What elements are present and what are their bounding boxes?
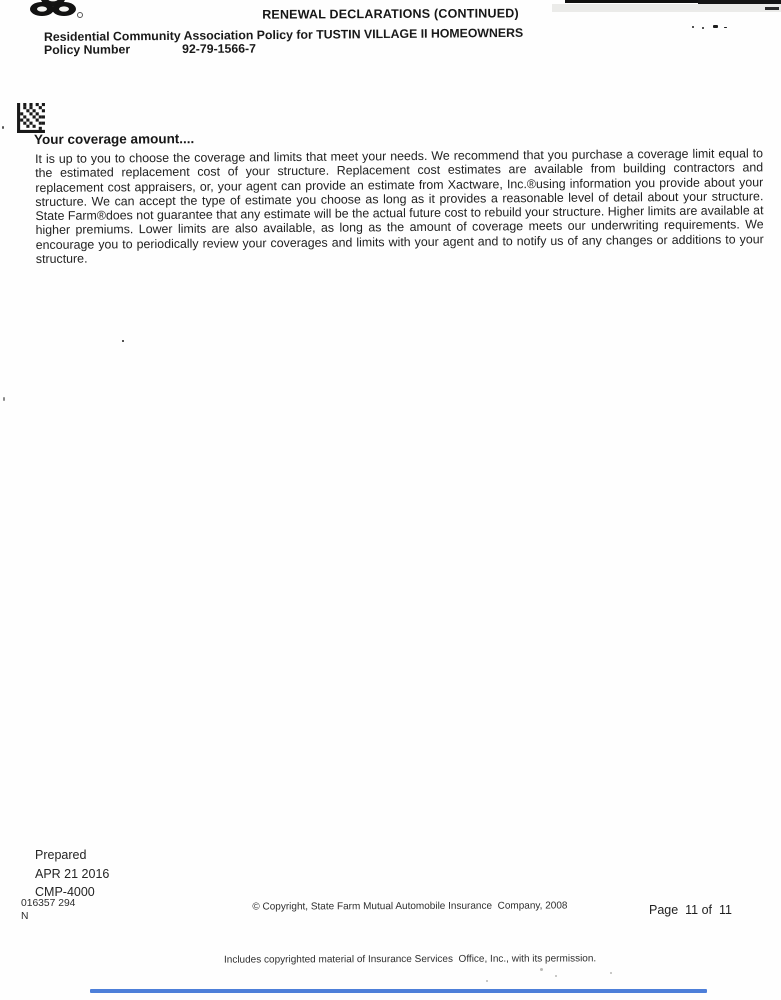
policy-number-value: 92-79-1566-7 xyxy=(182,41,256,57)
coverage-paragraph: It is up to you to choose the coverage and limits that meet your needs. We recommend that you purchase a coverage limit equal to the estimated replacement cost of your structure. Replacement cost estimates are available from building contractors and replacement cost appraisers, or, your agent can provide an estimate from Xactware, Inc.®using information you provide about your structure. We can accept the type of estimate you choose as long as it provides a reasonable level of detail about your structure. State Farm®does not guarantee that any estimate will be the actual future cost to rebuild your structure. Higher limits are available at higher premiums. Lower limits are also available, as long as the amount of coverage meets our underwriting requirements. We encourage you to periodically review your coverages and limits with your agent and to notify us of any changes or additions to your structure. xyxy=(35,146,764,267)
scan-dot xyxy=(2,126,4,129)
scan-dot xyxy=(3,397,5,401)
prepared-label: Prepared xyxy=(35,848,87,862)
policy-description-line: Residential Community Association Policy for TUSTIN VILLAGE II HOMEOWNERS xyxy=(43,25,524,44)
prepared-date: APR 21 2016 xyxy=(35,866,110,881)
form-code: CMP-4000 xyxy=(35,885,95,899)
document-code-line2: N xyxy=(21,910,29,922)
document-code-block xyxy=(21,898,75,923)
policy-number-line xyxy=(44,42,256,57)
prepared-block xyxy=(35,846,109,902)
document-code-line1: 016357 294 xyxy=(21,898,76,909)
scan-dot xyxy=(724,27,727,28)
scan-dot xyxy=(122,340,124,342)
scan-dot xyxy=(702,27,704,29)
bottom-blue-bar xyxy=(90,989,707,993)
copyright-line2: Includes copyrighted material of Insurance Services Office, Inc., with its permission. xyxy=(223,952,597,966)
copyright-block xyxy=(180,862,640,1000)
document-title: RENEWAL DECLARATIONS (CONTINUED) xyxy=(262,6,519,22)
page-indicator: Page 11 of 11 xyxy=(649,903,732,917)
scan-dot xyxy=(713,25,718,28)
scan-dot xyxy=(692,26,694,28)
section-heading: Your coverage amount.... xyxy=(33,131,195,147)
copyright-line1: © Copyright, State Farm Mutual Automobile Insurance Company, 2008 xyxy=(252,900,568,913)
policy-number-label: Policy Number xyxy=(43,42,131,57)
